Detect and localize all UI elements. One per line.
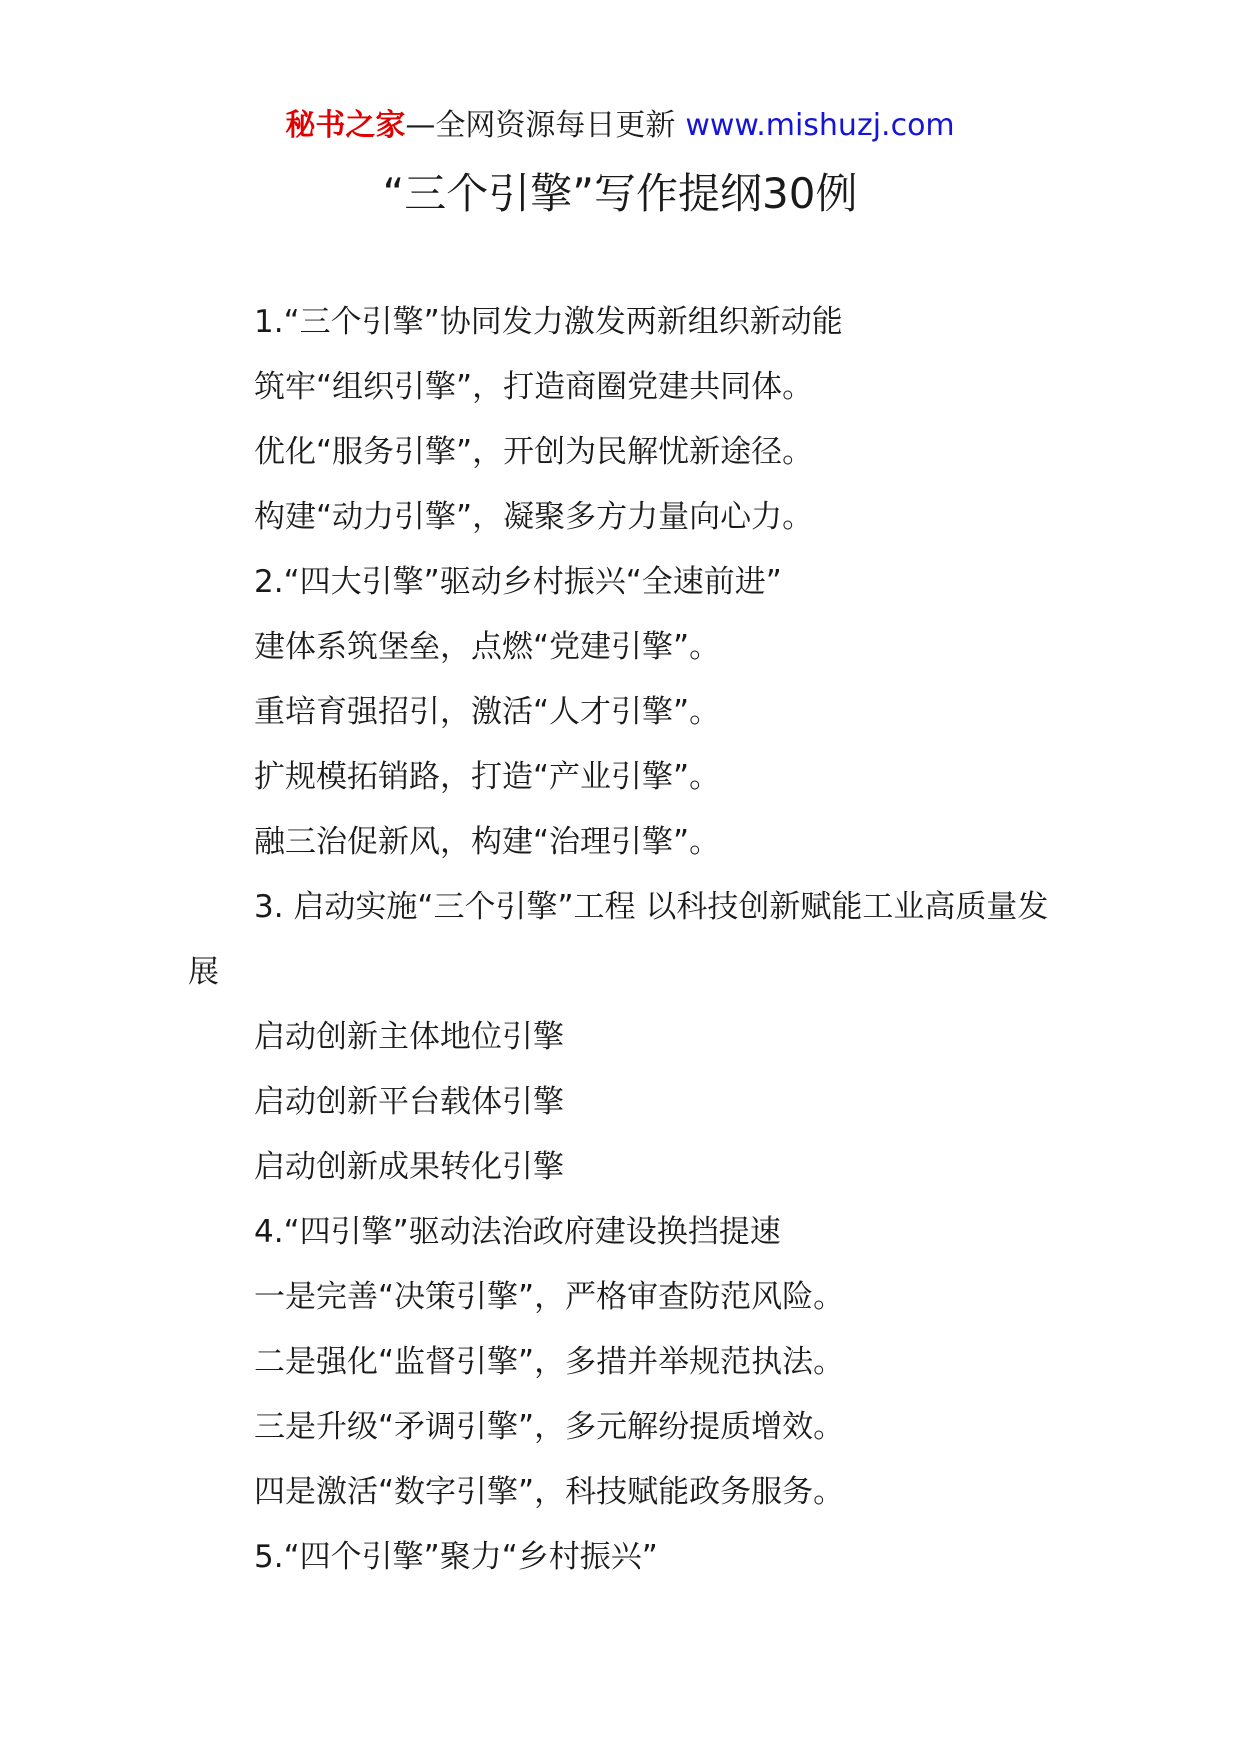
brand-name: 秘书之家 (285, 108, 406, 143)
heading-4: 4.“四引擎”驱动法治政府建设换挡提速 (254, 1214, 781, 1250)
heading-2: 2.“四大引擎”驱动乡村振兴“全速前进” (254, 564, 782, 600)
heading-5: 5.“四个引擎”聚力“乡村振兴” (254, 1539, 658, 1575)
paragraph-line: 优化“服务引擎”，开创为民解忧新途径。 (254, 434, 814, 470)
paragraph-line: 融三治促新风，构建“治理引擎”。 (254, 824, 721, 860)
heading-3: 3. 启动实施“三个引擎”工程 以科技创新赋能工业高质量发展 (188, 889, 1049, 990)
paragraph-line: 启动创新成果转化引擎 (254, 1149, 564, 1185)
paragraph-line: 重培育强招引，激活“人才引擎”。 (254, 694, 721, 730)
paragraph-line: 三是升级“矛调引擎”，多元解纷提质增效。 (254, 1409, 845, 1445)
paragraph-line: 四是激活“数字引擎”，科技赋能政务服务。 (254, 1474, 845, 1510)
paragraph-line: 启动创新平台载体引擎 (254, 1084, 564, 1120)
paragraph-line: 建体系筑堡垒，点燃“党建引擎”。 (254, 629, 721, 665)
banner-tagline: —全网资源每日更新 (405, 108, 676, 143)
paragraph-line: 一是完善“决策引擎”，严格审查防范风险。 (254, 1279, 845, 1315)
paragraph-line: 筑牢“组织引擎”，打造商圈党建共同体。 (254, 369, 814, 405)
document-body (188, 290, 1068, 1590)
site-banner (0, 104, 1240, 148)
heading-1: 1.“三个引擎”协同发力激发两新组织新动能 (254, 304, 843, 340)
paragraph-line: 启动创新主体地位引擎 (254, 1019, 564, 1055)
paragraph-line: 扩规模拓销路，打造“产业引擎”。 (254, 759, 721, 795)
paragraph-line: 构建“动力引擎”，凝聚多方力量向心力。 (254, 499, 814, 535)
document-title: “三个引擎”写作提纲30例 (382, 169, 858, 218)
site-url-link[interactable]: www.mishuzj.com (685, 108, 955, 143)
paragraph-line: 二是强化“监督引擎”，多措并举规范执法。 (254, 1344, 845, 1380)
